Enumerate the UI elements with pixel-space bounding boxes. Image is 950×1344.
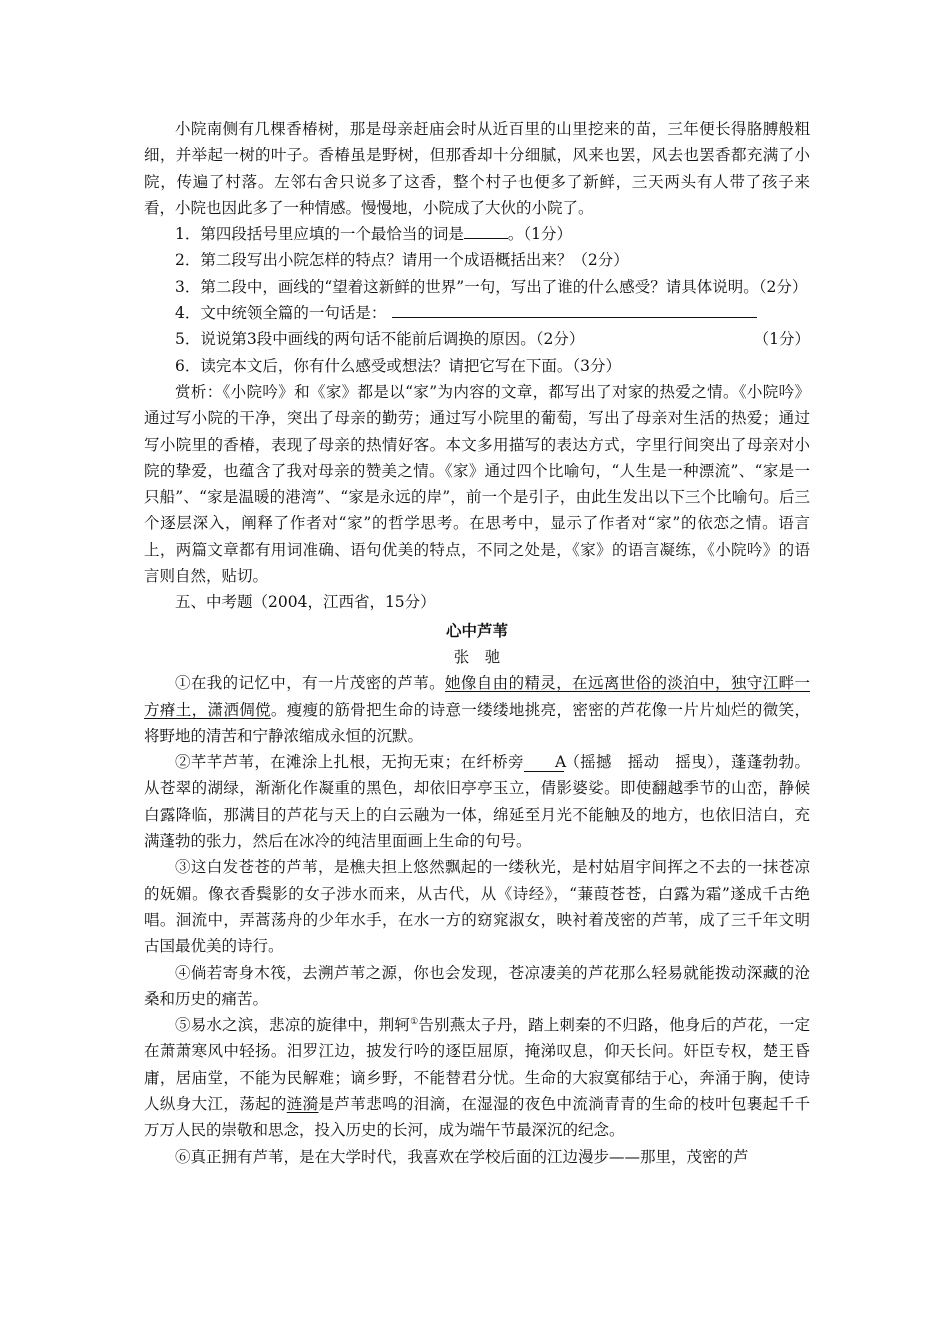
- article-paragraph-2: [144, 749, 810, 854]
- p6-number: ⑥: [175, 1147, 191, 1166]
- q1-score: 。（1分）: [507, 225, 572, 244]
- document-page: [144, 116, 810, 1170]
- p1-underlined: 她像自由的精灵，在远离世俗的淡泊中，独守江畔一方瘠土，潇洒倜傥: [144, 674, 810, 719]
- p3-number: ③: [175, 858, 191, 877]
- p5-number: ⑤: [175, 1016, 191, 1035]
- p6-text: 真正拥有芦苇，是在大学时代，我喜欢在学校后面的江边漫步——那里，茂密的芦: [190, 1147, 749, 1166]
- p3-text: 这白发苍苍的芦苇，是樵夫担上悠然飘起的一缕秋光，是村姑眉宇间挥之不去的一抹苍凉的妩媚。像衣香鬓影的女子涉水而来，从古代，从《诗经》，“蒹葭苍苍，白露为霜”遂成千古绝唱。洄流中，弄蒿荡舟的少年水手，在水一方的窈窕淑女，映衬着茂密的芦苇，成了三千年文明古国最优美的诗行。: [144, 858, 810, 956]
- p5-text-mid: 告别燕太子丹，踏上刺秦的不归路，他身后的芦花，一定在萧萧寒风中轻扬。汨罗江边，披发行吟的逐臣屈原，掩涕叹息，仰天长问。奸臣专权，楚王昏庸，居庙堂，不能为民解难；谪乡野，不能替君分忧。生命的大寂寞郁结于心，奔涌于胸，使诗人纵身大江，荡起的: [144, 1016, 810, 1113]
- appreciation: 赏析：《小院吟》和《家》都是以“家”为内容的文章，都写出了对家的热爱之情。《小院吟》通过写小院的干净，突出了母亲的勤劳；通过写小院里的葡萄，写出了母亲对生活的热爱；通过写小院里的香椿，表现了母亲的热情好客。本文多用描写的表达方式，字里行间突出了母亲对小院的挚爱，也蕴含了我对母亲的赞美之情。《家》通过四个比喻句，“人生是一种漂流”、“家是一只船”、“家是温暖的港湾”、“家是永远的岸”，前一个是引子，由此生发出以下三个比喻句。后三个逐层深入，阐释了作者对“家”的哲学思考。在思考中，显示了作者对“家”的依恋之情。语言上，两篇文章都有用词准确、语句优美的特点，不同之处是，《家》的语言凝练，《小院吟》的语言则自然，贴切。: [144, 382, 810, 586]
- question-2: 2．第二段写出小院怎样的特点？请用一个成语概括出来？（2分）: [175, 251, 629, 270]
- q4-score: （1分）: [753, 330, 810, 349]
- q4-blank[interactable]: [392, 301, 757, 318]
- article-paragraph-1: [144, 670, 810, 749]
- p2-text-rest: （摇撼 摇动 摇曳），蓬蓬勃勃。从苍翠的湖绿，渐渐化作凝重的黑色，却依旧亭亭玉立，倩影婆娑。即使翻越季节的山峦，静候白露降临，那满目的芦花与天上的白云融为一体，绵延至月光不能触及的地方，也依旧洁白，充满蓬勃的张力，然后在冰冷的纯洁里面画上生命的句号。: [144, 753, 810, 851]
- section-heading: 五、中考题（2004，江西省，15分）: [175, 593, 436, 612]
- q4-text: 4．文中统领全篇的一句话是：: [175, 304, 387, 323]
- article-title: 心中芦苇: [445, 621, 508, 640]
- p4-text: 倘若寄身木筏，去溯芦苇之源，你也会发现，苍凉凄美的芦花那么轻易就能拨动深藏的沧桑和历史的痛苦。: [144, 963, 810, 1008]
- p5-text-rest: 是芦苇悲鸣的泪滴，在湿湿的夜色中流淌青青的生命的枝叶包裹起千千万万人民的崇敬和思念，投入历史的长河，成为端午节最深沉的纪念。: [144, 1094, 810, 1140]
- question-5: 5．说说第3段中画线的两句话不能前后调换的原因。（2分）: [175, 330, 585, 349]
- q1-blank[interactable]: [464, 222, 508, 239]
- article-paragraph-5: [144, 1012, 810, 1143]
- article-paragraph-3: [144, 854, 810, 959]
- p1-number: ①: [175, 674, 191, 693]
- p2-number: ②: [175, 753, 191, 772]
- article-paragraph-4: [144, 960, 810, 1013]
- question-6: 6．读完本文后，你有什么感受或想法？请把它写在下面。（3分）: [175, 356, 621, 375]
- article-paragraph-6: [144, 1144, 810, 1170]
- p2-text: 芊芊芦苇，在滩涂上扎根，无拘无束；在纤桥旁: [190, 753, 524, 772]
- q1-text: 1．第四段括号里应填的一个最恰当的词是: [175, 225, 464, 244]
- p1-text-rest: 。瘦瘦的筋骨把生命的诗意一缕缕地挑亮，密密的芦花像一片片灿烂的微笑，将野地的清苦和宁静浓缩成永恒的沉默。: [144, 700, 810, 745]
- p5-text: 易水之滨，悲凉的旋律中，荆轲: [190, 1016, 411, 1035]
- p5-underlined: 涟漪: [286, 1094, 319, 1113]
- p4-number: ④: [175, 963, 191, 982]
- question-3: 3．第二段中，画线的“望着这新鲜的世界”一句，写出了谁的什么感受？请具体说明。（2分）: [175, 277, 808, 296]
- p1-text: 在我的记忆中，有一片茂密的芦苇。: [190, 674, 446, 693]
- article-author: 张 驰: [453, 647, 501, 666]
- footnote-marker: ①: [410, 1016, 419, 1027]
- prev-paragraph: 小院南侧有几棵香椿树，那是母亲赶庙会时从近百里的山里挖来的苗，三年便长得胳膊般粗细，并举起一树的叶子。香椿虽是野树，但那香却十分细腻，风来也罢，风去也罢香都充满了小院，传遍了村落。左邻右舍只说多了这香，整个村子也便多了新鲜，三天两头有人带了孩子来看，小院也因此多了一种情感。慢慢地，小院成了大伙的小院了。: [144, 120, 810, 217]
- question-1: [144, 221, 810, 247]
- blank-a[interactable]: A: [524, 753, 564, 772]
